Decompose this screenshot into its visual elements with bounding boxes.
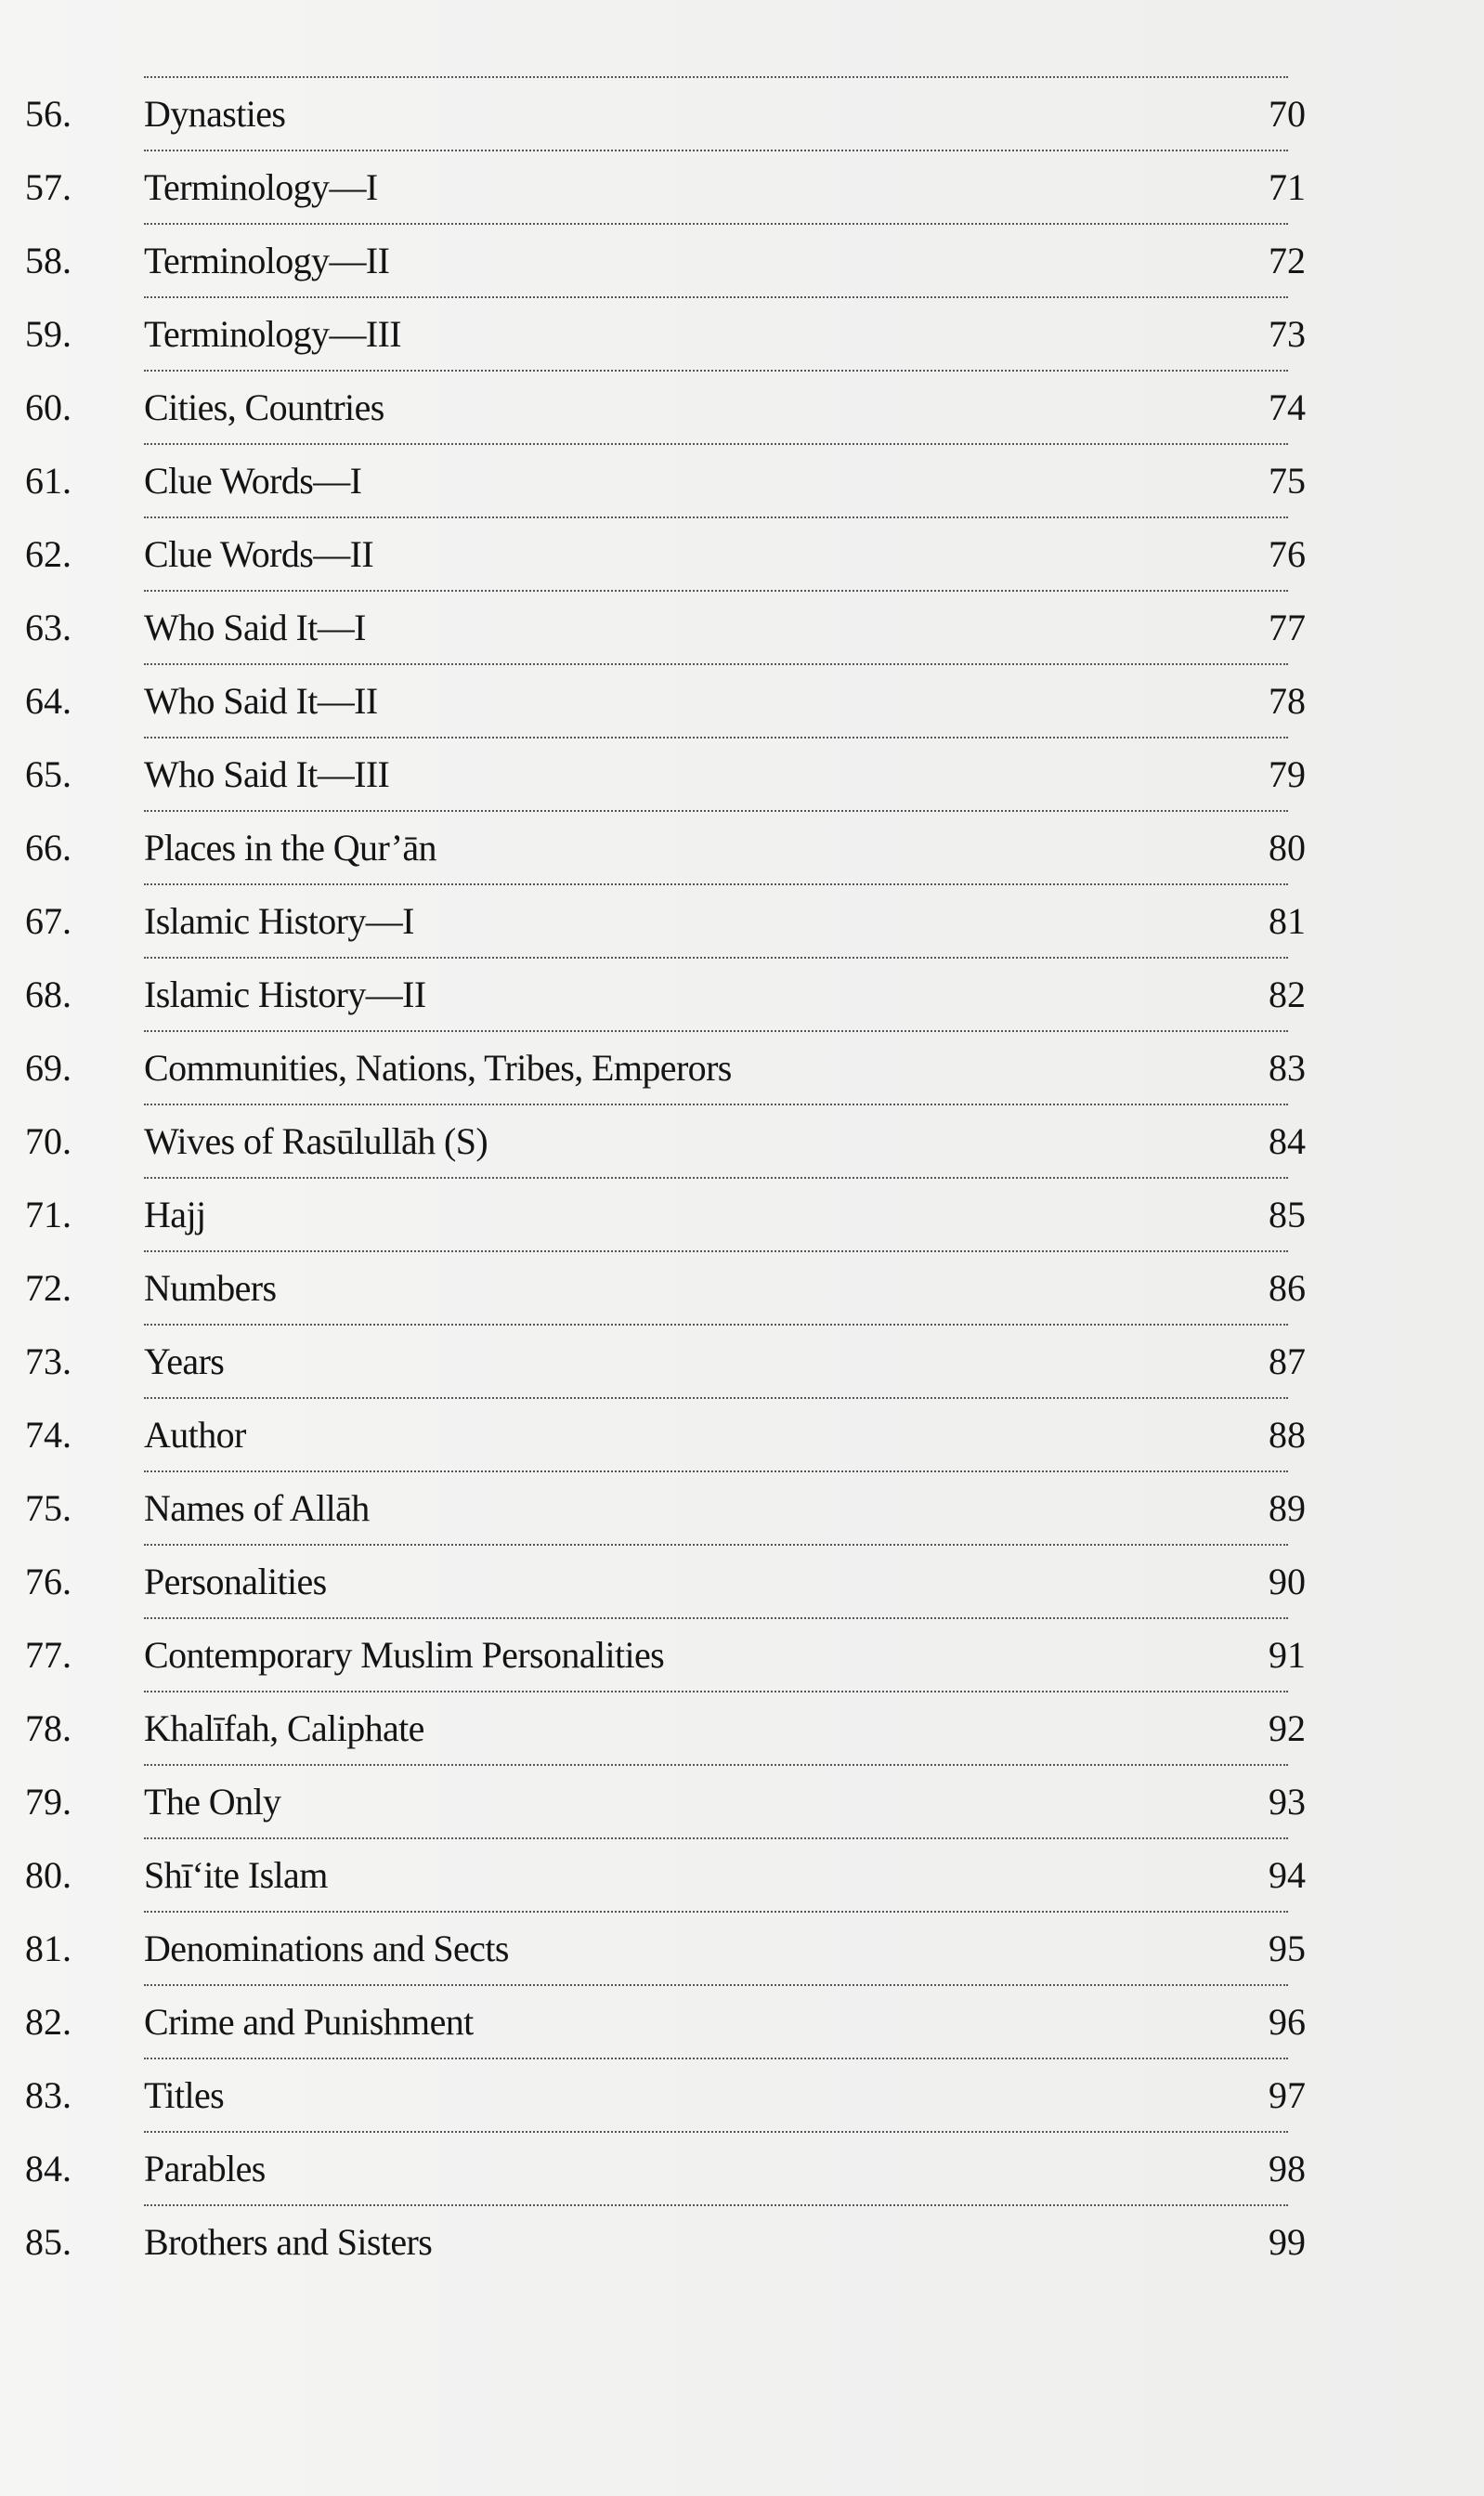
entry-page: 82 [1269, 974, 1306, 1015]
dotted-leader [144, 76, 1288, 78]
entry-page: 70 [1269, 93, 1306, 135]
entry-page: 87 [1269, 1340, 1306, 1382]
entry-page: 83 [1269, 1047, 1306, 1089]
entry-title: Denominations and Sects [144, 1928, 509, 1969]
dotted-leader [144, 2058, 1288, 2059]
entry-page: 96 [1269, 2001, 1306, 2043]
toc-entry [0, 1470, 1484, 1544]
entry-page: 80 [1269, 827, 1306, 869]
dotted-leader [144, 516, 1288, 518]
entry-number: 78. [25, 1707, 72, 1749]
entry-title: Personalities [144, 1561, 327, 1602]
dotted-leader [144, 1397, 1288, 1399]
entry-number: 82. [25, 2001, 72, 2043]
toc-entry [0, 1544, 1484, 1617]
entry-title: Islamic History—I [144, 900, 414, 942]
entry-number: 74. [25, 1414, 72, 1456]
entry-title: Terminology—I [144, 166, 378, 208]
entry-number: 58. [25, 240, 72, 281]
dotted-leader [144, 1104, 1288, 1105]
toc-entry [0, 663, 1484, 737]
entry-page: 92 [1269, 1707, 1306, 1749]
entry-number: 81. [25, 1928, 72, 1969]
entry-title: Who Said It—III [144, 753, 390, 795]
entry-page: 90 [1269, 1561, 1306, 1602]
dotted-leader [144, 883, 1288, 885]
toc-entry [0, 223, 1484, 296]
entry-number: 85. [25, 2221, 72, 2263]
toc-entry [0, 737, 1484, 810]
entry-title: Places in the Qur’ān [144, 827, 436, 869]
entry-title: The Only [144, 1781, 281, 1823]
toc-entry [0, 370, 1484, 443]
entry-page: 88 [1269, 1414, 1306, 1456]
dotted-leader [144, 810, 1288, 812]
toc-entry [0, 1397, 1484, 1470]
dotted-leader [144, 663, 1288, 665]
dotted-leader [144, 2204, 1288, 2206]
toc-entry [0, 590, 1484, 663]
toc-entry [0, 1324, 1484, 1397]
entry-title: Clue Words—I [144, 460, 362, 502]
entry-page: 95 [1269, 1928, 1306, 1969]
entry-page: 93 [1269, 1781, 1306, 1823]
entry-title: Khalīfah, Caliphate [144, 1707, 424, 1749]
toc-entry [0, 150, 1484, 223]
entry-number: 70. [25, 1120, 72, 1162]
entry-title: Terminology—III [144, 313, 402, 355]
entry-page: 85 [1269, 1194, 1306, 1235]
entry-title: Author [144, 1414, 246, 1456]
entry-page: 84 [1269, 1120, 1306, 1162]
dotted-leader [144, 1617, 1288, 1619]
dotted-leader [144, 1984, 1288, 1986]
entry-title: Contemporary Muslim Personalities [144, 1634, 665, 1676]
entry-number: 61. [25, 460, 72, 502]
toc-entry [0, 1250, 1484, 1324]
toc-entry [0, 2058, 1484, 2131]
dotted-leader [144, 1470, 1288, 1472]
dotted-leader [144, 1324, 1288, 1326]
entry-title: Wives of Rasūlullāh (S) [144, 1120, 488, 1162]
entry-number: 67. [25, 900, 72, 942]
dotted-leader [144, 590, 1288, 592]
dotted-leader [144, 223, 1288, 225]
toc-entry [0, 1104, 1484, 1177]
entry-number: 57. [25, 166, 72, 208]
toc-entry [0, 516, 1484, 590]
entry-title: Communities, Nations, Tribes, Emperors [144, 1047, 732, 1089]
entry-number: 68. [25, 974, 72, 1015]
entry-page: 81 [1269, 900, 1306, 942]
entry-title: Hajj [144, 1194, 206, 1235]
entry-title: Terminology—II [144, 240, 390, 281]
dotted-leader [144, 370, 1288, 372]
entry-page: 76 [1269, 533, 1306, 575]
toc-entry [0, 1617, 1484, 1691]
entry-number: 75. [25, 1487, 72, 1529]
entry-number: 60. [25, 386, 72, 428]
toc-entry [0, 2131, 1484, 2204]
dotted-leader [144, 1691, 1288, 1692]
toc-entry [0, 957, 1484, 1030]
entry-page: 77 [1269, 607, 1306, 648]
dotted-leader [144, 150, 1288, 151]
entry-title: Numbers [144, 1267, 277, 1309]
entry-number: 64. [25, 680, 72, 722]
toc-entry [0, 443, 1484, 516]
entry-page: 75 [1269, 460, 1306, 502]
entry-title: Who Said It—II [144, 680, 378, 722]
entry-number: 76. [25, 1561, 72, 1602]
entry-title: Shī‘ite Islam [144, 1854, 328, 1896]
entry-page: 79 [1269, 753, 1306, 795]
entry-title: Islamic History—II [144, 974, 426, 1015]
entry-title: Dynasties [144, 93, 286, 135]
dotted-leader [144, 957, 1288, 959]
entry-title: Names of Allāh [144, 1487, 370, 1529]
entry-page: 73 [1269, 313, 1306, 355]
entry-page: 89 [1269, 1487, 1306, 1529]
entry-page: 71 [1269, 166, 1306, 208]
entry-title: Who Said It—I [144, 607, 366, 648]
toc-entry [0, 296, 1484, 370]
toc-entry [0, 2204, 1484, 2278]
entry-number: 84. [25, 2148, 72, 2189]
toc-entry [0, 1177, 1484, 1250]
entry-page: 98 [1269, 2148, 1306, 2189]
entry-number: 69. [25, 1047, 72, 1089]
dotted-leader [144, 2131, 1288, 2133]
toc-entry [0, 1030, 1484, 1104]
entry-title: Parables [144, 2148, 266, 2189]
entry-number: 80. [25, 1854, 72, 1896]
entry-number: 77. [25, 1634, 72, 1676]
entry-title: Clue Words—II [144, 533, 374, 575]
entry-page: 99 [1269, 2221, 1306, 2263]
entry-page: 97 [1269, 2074, 1306, 2116]
entry-number: 59. [25, 313, 72, 355]
entry-title: Titles [144, 2074, 225, 2116]
entry-number: 73. [25, 1340, 72, 1382]
dotted-leader [144, 1764, 1288, 1766]
entry-number: 62. [25, 533, 72, 575]
toc-entry [0, 1837, 1484, 1911]
entry-page: 74 [1269, 386, 1306, 428]
entry-page: 91 [1269, 1634, 1306, 1676]
entry-page: 86 [1269, 1267, 1306, 1309]
dotted-leader [144, 1837, 1288, 1839]
entry-number: 65. [25, 753, 72, 795]
toc-entry [0, 1691, 1484, 1764]
entry-page: 72 [1269, 240, 1306, 281]
toc-entry [0, 1984, 1484, 2058]
toc-entry [0, 810, 1484, 883]
entry-title: Crime and Punishment [144, 2001, 474, 2043]
toc-entry [0, 883, 1484, 957]
dotted-leader [144, 1250, 1288, 1252]
entry-number: 56. [25, 93, 72, 135]
entry-number: 79. [25, 1781, 72, 1823]
dotted-leader [144, 1177, 1288, 1179]
entry-number: 83. [25, 2074, 72, 2116]
entry-number: 72. [25, 1267, 72, 1309]
entry-number: 66. [25, 827, 72, 869]
entry-number: 63. [25, 607, 72, 648]
toc-entry [0, 1911, 1484, 1984]
entry-page: 94 [1269, 1854, 1306, 1896]
dotted-leader [144, 1030, 1288, 1032]
dotted-leader [144, 1544, 1288, 1546]
dotted-leader [144, 737, 1288, 738]
dotted-leader [144, 296, 1288, 298]
toc-entry [0, 76, 1484, 150]
table-of-contents [0, 76, 1484, 2278]
entry-title: Brothers and Sisters [144, 2221, 433, 2263]
dotted-leader [144, 443, 1288, 445]
entry-title: Cities, Countries [144, 386, 384, 428]
toc-entry [0, 1764, 1484, 1837]
entry-title: Years [144, 1340, 225, 1382]
dotted-leader [144, 1911, 1288, 1913]
entry-page: 78 [1269, 680, 1306, 722]
entry-number: 71. [25, 1194, 72, 1235]
